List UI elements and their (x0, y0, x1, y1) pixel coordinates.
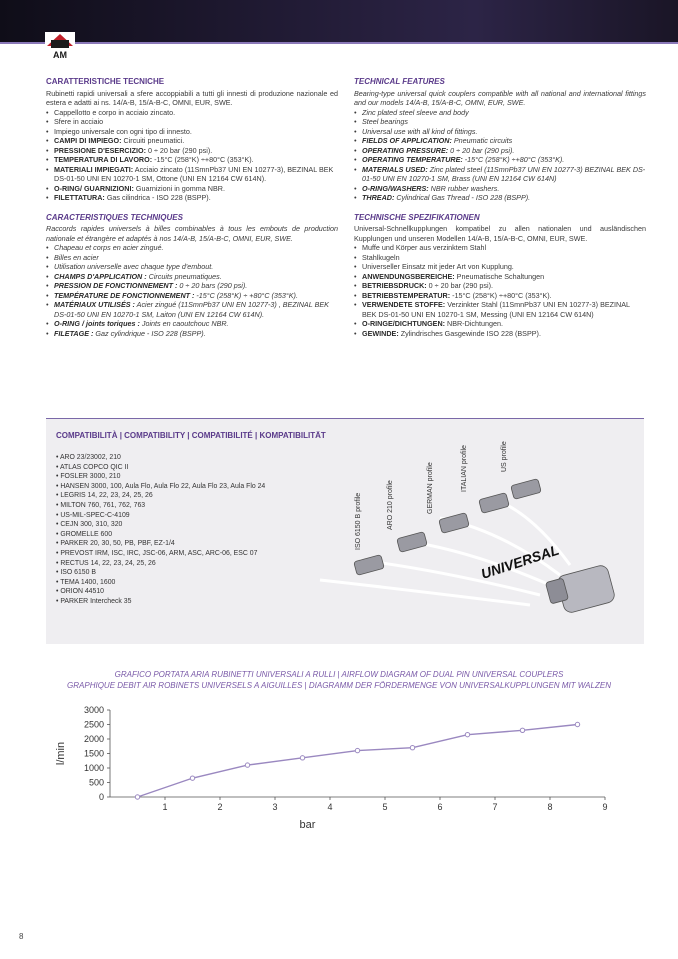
x-tick-label: 1 (162, 802, 168, 812)
profile-label: US profile (501, 441, 508, 472)
chart-labels (55, 705, 608, 831)
compatibility-item: • RECTUS 14, 22, 23, 24, 25, 26 (56, 559, 265, 569)
feature-label: PRESSION DE FONCTIONNEMENT : (54, 281, 178, 290)
y-tick-label: 0 (98, 792, 104, 802)
feature-item (354, 319, 646, 329)
feature-text: Zinc plated steel (11SmnPb37 UNI EN 10277-3) BEZINAL BEK DS-01-50 UNI EN 10270-1 SM, Brass (UNI EN 12164 CW 614N) (362, 164, 646, 183)
tech-section-de (354, 213, 646, 339)
x-tick-label: 9 (602, 802, 608, 812)
data-point (245, 763, 249, 767)
x-tick-label: 4 (327, 802, 333, 812)
compatibility-title: COMPATIBILITÀ | COMPATIBILITY | COMPATIBILITÉ | KOMPATIBILITÄT (56, 431, 326, 440)
y-tick-label: 1000 (83, 763, 104, 773)
feature-item (46, 329, 338, 339)
feature-label: O-RING/ GUARNIZIONI: (54, 183, 134, 193)
feature-label: TEMPÉRATURE DE FONCTIONNEMENT : (54, 290, 195, 300)
feature-item (354, 243, 646, 253)
universal-label: UNIVERSAL (478, 541, 561, 582)
feature-label: O-RINGE/DICHTUNGEN: (362, 319, 446, 328)
chart-title-line1: GRAFICO PORTATA ARIA RUBINETTI UNIVERSALI A RULLI | AIRFLOW DIAGRAM OF DUAL PIN UNIVERSAL COUPLERS (114, 670, 564, 679)
feature-label: OPERATING PRESSURE: (362, 145, 449, 155)
feature-item (46, 243, 338, 253)
feature-item (354, 146, 646, 156)
feature-item (354, 136, 646, 146)
x-tick-label: 5 (382, 802, 388, 812)
feature-text: 0 ÷ 20 bar (290 psi). (145, 145, 213, 155)
feature-item (354, 117, 646, 127)
profile-label: ARO 210 profile (387, 480, 394, 530)
feature-label: O-RING / joints toriques : (54, 319, 140, 328)
feature-text: Zinc plated steel sleeve and body (362, 107, 469, 117)
feature-label: ANWENDUNGSBEREICHE: (362, 271, 455, 281)
feature-label: GEWINDE: (362, 328, 399, 338)
feature-item (354, 262, 646, 272)
feature-item (354, 127, 646, 137)
feature-label: MATERIALI IMPIEGATI: (54, 164, 134, 174)
feature-text: -15°C (258°K) ÷ +80°C (353°K). (194, 290, 298, 300)
section-intro: Raccords rapides universels à billes combinables à tous les embouts de production nationale et étrangère et adaptés à nos 14/A-B, 15/A-B-C, OMNI, EUR, SWE. (46, 224, 338, 243)
feature-text: Acciaio zincato (11SmnPb37 UNI EN 10277-3), BEZINAL BEK DS-01-50 UNI EN 10270-1 SM, Ottone (UNI EN 12164 CW 614N). (54, 164, 334, 183)
x-tick-label: 2 (217, 802, 223, 812)
feature-item (354, 281, 646, 291)
company-logo (45, 32, 75, 62)
profile-label: ITALIAN profile (461, 445, 468, 492)
feature-text: Joints en caoutchouc NBR. (139, 319, 229, 328)
feature-item (46, 319, 338, 329)
tech-section-en (354, 77, 646, 203)
profile-label: GERMAN profile (427, 462, 434, 514)
feature-item (46, 300, 338, 319)
data-point (575, 722, 579, 726)
feature-text: Cappellotto e corpo in acciaio zincato. (54, 107, 176, 117)
feature-item (46, 117, 338, 127)
feature-text: Guarnizioni in gomma NBR. (133, 183, 225, 193)
feature-label: FILETTATURA: (54, 193, 105, 202)
feature-text: NBR rubber washers. (428, 183, 500, 193)
feature-item (354, 165, 646, 184)
x-tick-label: 8 (547, 802, 553, 812)
tech-section-it (46, 77, 338, 203)
feature-item (46, 165, 338, 184)
feature-item (46, 253, 338, 263)
feature-label: MATÉRIAUX UTILISÉS : (54, 300, 135, 309)
feature-item (354, 253, 646, 263)
feature-item (46, 127, 338, 137)
feature-text: Circuiti pneumatici. (121, 136, 185, 145)
feature-item (354, 155, 646, 165)
feature-text: Steel bearings (362, 117, 408, 126)
compatibility-item: • HANSEN 3000, 100, Aula Flo, Aula Flo 22, Aula Flo 23, Aula Flo 24 (56, 482, 265, 492)
feature-item (354, 108, 646, 118)
plug-fitting (511, 479, 542, 500)
chart-title-line2: GRAPHIQUE DEBIT AIR ROBINETS UNIVERSELS A AIGUILLES | DIAGRAMM DER FÖRDERMENGE VON UNIVERSALKUPPLUNGEN MIT WALZEN (67, 681, 611, 690)
feature-label: CAMPI DI IMPIEGO: (54, 136, 122, 145)
feature-text: -15°C (258°K) ÷+80°C (353°K). (152, 155, 254, 164)
section-intro: Universal-Schnellkupplungen kompatibel zu allen nationalen und ausländischen Kupplungen und unseren Modellen 14/A-B, 15/A-B-C, OMNI, EUR, SWE. (354, 224, 646, 243)
x-tick-label: 7 (492, 802, 498, 812)
section-title: CARACTERISTIQUES TECHNIQUES (46, 212, 183, 222)
feature-text: 0 ÷ 20 bars (290 psi). (177, 281, 248, 290)
feature-item (46, 155, 338, 165)
data-point (300, 756, 304, 760)
feature-text: Universal use with all kind of fittings. (362, 126, 478, 136)
coupler-illustration (290, 430, 620, 640)
y-tick-label: 2000 (83, 734, 104, 744)
feature-label: BETRIEBSDRUCK: (362, 281, 427, 290)
y-tick-label: 2500 (83, 719, 104, 730)
feature-text: Chapeau et corps en acier zingué. (54, 243, 164, 252)
plug-fitting (479, 493, 510, 514)
chart-series (135, 722, 579, 799)
feature-item (46, 146, 338, 156)
feature-item (46, 136, 338, 146)
left-column (46, 77, 338, 348)
feature-label: OPERATING TEMPERATURE: (362, 155, 463, 164)
page-number: 8 (19, 932, 24, 941)
compatibility-item: • MILTON 760, 761, 762, 763 (56, 501, 265, 511)
feature-item (354, 272, 646, 282)
feature-text: 0 ÷ 20 bar (290 psi). (426, 281, 493, 290)
profile-label: ISO 6150 B profile (355, 492, 362, 550)
x-tick-label: 6 (437, 802, 443, 812)
compatibility-item: • LEGRIS 14, 22, 23, 24, 25, 26 (56, 491, 265, 501)
feature-label: CHAMPS D'APPLICATION : (54, 271, 147, 281)
series-line (138, 725, 578, 798)
compatibility-item: • ARO 23/23002, 210 (56, 453, 265, 463)
feature-item (46, 108, 338, 118)
y-tick-label: 1500 (83, 748, 104, 759)
feature-list (354, 108, 646, 203)
feature-item (46, 272, 338, 282)
compatibility-item: • ISO 6150 B (56, 568, 265, 578)
feature-label: FILETAGE : (54, 328, 94, 338)
feature-text: Pneumatische Schaltungen (454, 271, 545, 281)
feature-label: THREAD: (362, 193, 395, 202)
feature-label: TEMPERATURA DI LAVORO: (54, 155, 153, 164)
feature-text: Stahlkugeln (362, 252, 400, 262)
feature-label: FIELDS OF APPLICATION: (362, 136, 452, 145)
profile-labels (355, 441, 508, 550)
feature-item (46, 184, 338, 194)
feature-text: Impiego universale con ogni tipo di innesto. (54, 126, 192, 136)
data-point (190, 776, 194, 780)
right-column (354, 77, 646, 348)
header-stripe (0, 42, 678, 44)
feature-text: Circuits pneumatiques. (146, 271, 222, 281)
feature-item (354, 291, 646, 301)
feature-item (354, 300, 646, 319)
feature-label: MATERIALS USED: (362, 164, 428, 174)
feature-label: VERWENDETE STOFFE: (362, 300, 446, 309)
section-title: CARATTERISTICHE TECNICHE (46, 77, 165, 86)
feature-item (354, 184, 646, 194)
data-point (520, 728, 524, 732)
feature-label: BETRIEBSTEMPERATUR: (362, 290, 451, 300)
compatibility-item: • PARKER Intercheck 35 (56, 597, 265, 607)
compatibility-item: • PARKER 20, 30, 50, PB, PBF, EZ-1/4 (56, 539, 265, 549)
compatibility-item: • FOSLER 3000, 210 (56, 472, 265, 482)
feature-text: Gas cilindrica - ISO 228 (BSPP). (104, 193, 211, 202)
feature-text: Zylindrisches Gasgewinde ISO 228 (BSPP). (398, 328, 541, 338)
section-title: TECHNISCHE SPEZIFIKATIONEN (354, 212, 480, 222)
feature-text: Sfere in acciaio (54, 117, 104, 126)
feature-item (46, 281, 338, 291)
feature-item (46, 291, 338, 301)
compatibility-item: • CEJN 300, 310, 320 (56, 520, 265, 530)
plug-fitting (354, 555, 385, 576)
compatibility-list (56, 453, 265, 607)
feature-item (354, 193, 646, 203)
airflow-chart (50, 700, 630, 840)
feature-text: Gaz cylindrique - ISO 228 (BSPP). (93, 328, 206, 338)
y-tick-label: 500 (88, 777, 104, 788)
feature-text: Utilisation universelle avec chaque type d'embout. (54, 262, 214, 271)
compatibility-item: • US-MIL-SPEC-C-4109 (56, 511, 265, 521)
feature-text: NBR-Dichtungen. (445, 319, 503, 328)
compatibility-item: • ATLAS COPCO QIC II (56, 463, 265, 473)
feature-text: Cylindrical Gas Thread - ISO 228 (BSPP). (394, 193, 531, 202)
section-title: TECHNICAL FEATURES (354, 77, 445, 86)
feature-list (354, 243, 646, 338)
feature-text: -15°C (258°K) ÷+80°C (353°K). (462, 155, 565, 164)
section-intro: Bearing-type universal quick couplers compatible with all national and international fittings and our models 14/A-B, 15/A-B-C, OMNI, EUR, SWE. (354, 88, 646, 107)
plug-fitting (439, 513, 470, 534)
x-tick-label: 3 (272, 802, 278, 812)
feature-text: Pneumatic circuits (451, 136, 513, 145)
x-axis-label: bar (299, 819, 316, 831)
plug-fitting (397, 532, 428, 553)
feature-text: Billes en acier (54, 252, 99, 262)
feature-text: Muffe und Körper aus verzinktem Stahl (362, 243, 487, 252)
feature-item (46, 262, 338, 272)
compatibility-item: • PREVOST IRM, ISC, IRC, JSC-06, ARM, ASC, ARC-06, ESC 07 (56, 549, 265, 559)
feature-text: Verzinkter Stahl (11SmnPb37 UNI EN 10277-3) BEZINAL BEK DS-01-50 UNI EN 10270-1 SM, Messing (UNI EN 12164 CW 614N) (362, 300, 630, 319)
feature-text: Acier zingué (11SmnPb37 UNI EN 10277-3) , BEZINAL BEK DS-01-50 UNI EN 10270-1 SM, Laiton (UNI EN 12164 CW 614N). (54, 300, 329, 319)
data-point (465, 732, 469, 736)
logo-text: AM (53, 50, 67, 60)
compatibility-item: • TEMA 1400, 1600 (56, 578, 265, 588)
header-banner (0, 0, 678, 44)
data-point (410, 746, 414, 750)
data-point (135, 795, 139, 799)
feature-label: PRESSIONE D'ESERCIZIO: (54, 145, 146, 155)
feature-text: 0 ÷ 20 bar (290 psi). (448, 145, 515, 155)
feature-list (46, 108, 338, 203)
compatibility-item: • GROMELLE 600 (56, 530, 265, 540)
feature-text: Universeller Einsatz mit jeder Art von Kupplung. (362, 262, 514, 271)
data-point (355, 748, 359, 752)
feature-text: -15°C (258°K) ÷+80°C (353°K). (450, 290, 552, 300)
feature-item (46, 193, 338, 203)
section-intro: Rubinetti rapidi universali a sfere accoppiabili a tutti gli innesti di produzione nazionale ed estera e adatti ai ns. 14/A-B, 15/A-B-C, OMNI, EUR, SWE. (46, 88, 338, 107)
feature-list (46, 243, 338, 338)
feature-item (354, 329, 646, 339)
chart-axes (107, 710, 605, 800)
y-axis-label: l/min (55, 741, 67, 766)
compatibility-item: • ORION 44510 (56, 587, 265, 597)
feature-label: O-RING/WASHERS: (362, 183, 429, 193)
y-tick-label: 3000 (83, 705, 104, 715)
tech-section-fr (46, 213, 338, 339)
